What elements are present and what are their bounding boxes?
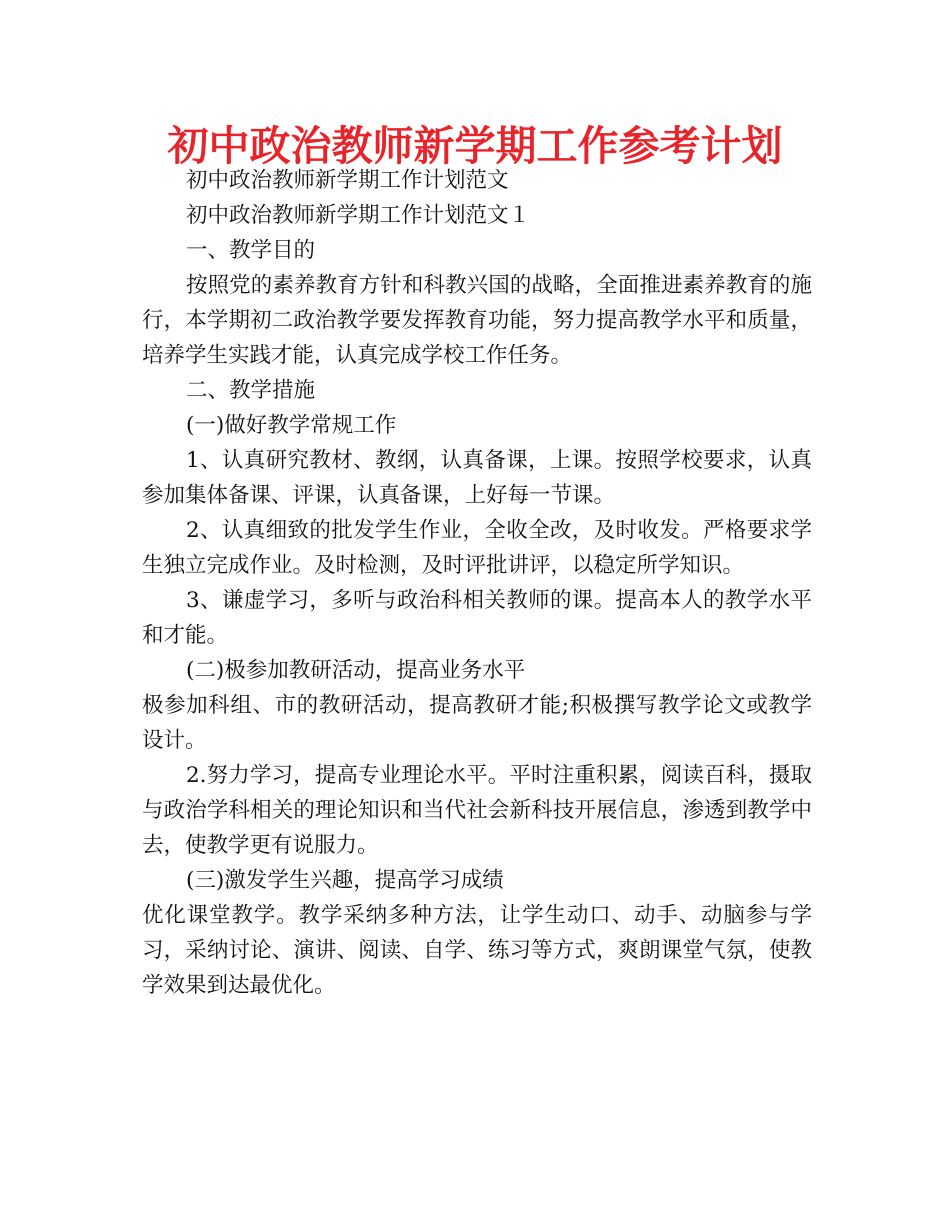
paragraph: 按照党的素养教育方针和科教兴国的战略，全面推进素养教育的施行，本学期初二政治教学要发挥教育功能，努力提高教学水平和质量，培养学生实践才能，认真完成学校工作任务。	[142, 273, 812, 368]
document-body	[142, 163, 812, 1003]
document-title: 初中政治教师新学期工作参考计划	[167, 122, 783, 170]
subsection-heading-2: (二)极参加教研活动，提高业务水平	[186, 658, 526, 683]
paragraph: 2.努力学习，提高专业理论水平。平时注重积累，阅读百科，摄取与政治学科相关的理论知识和当代社会新科技开展信息，渗透到教学中去，使教学更有说服力。	[142, 763, 812, 858]
section-heading-teaching-measures: 二、教学措施	[186, 378, 316, 403]
section-heading-teaching-goal: 一、教学目的	[186, 238, 316, 263]
paragraph: 3、谦虚学习，多听与政治科相关教师的课。提高本人的教学水平和才能。	[142, 588, 812, 648]
paragraph-subtitle-1: 初中政治教师新学期工作计划范文１	[186, 203, 531, 228]
paragraph-subtitle: 初中政治教师新学期工作计划范文	[186, 168, 509, 193]
subsection-heading-1: (一)做好教学常规工作	[186, 413, 397, 438]
paragraph: 1、认真研究教材、教纲，认真备课，上课。按照学校要求，认真参加集体备课、评课，认真备课，上好每一节课。	[142, 448, 812, 508]
paragraph: 2、认真细致的批发学生作业，全收全改，及时收发。严格要求学生独立完成作业。及时检测，及时评批讲评，以稳定所学知识。	[142, 518, 812, 578]
subsection-heading-3: (三)激发学生兴趣，提高学习成绩	[186, 868, 504, 893]
paragraph: 优化课堂教学。教学采纳多种方法，让学生动口、动手、动脑参与学习，采纳讨论、演讲、阅读、自学、练习等方式，爽朗课堂气氛，使教学效果到达最优化。	[142, 903, 812, 998]
paragraph: 极参加科组、市的教研活动，提高教研才能;积极撰写教学论文或教学设计。	[142, 693, 812, 753]
